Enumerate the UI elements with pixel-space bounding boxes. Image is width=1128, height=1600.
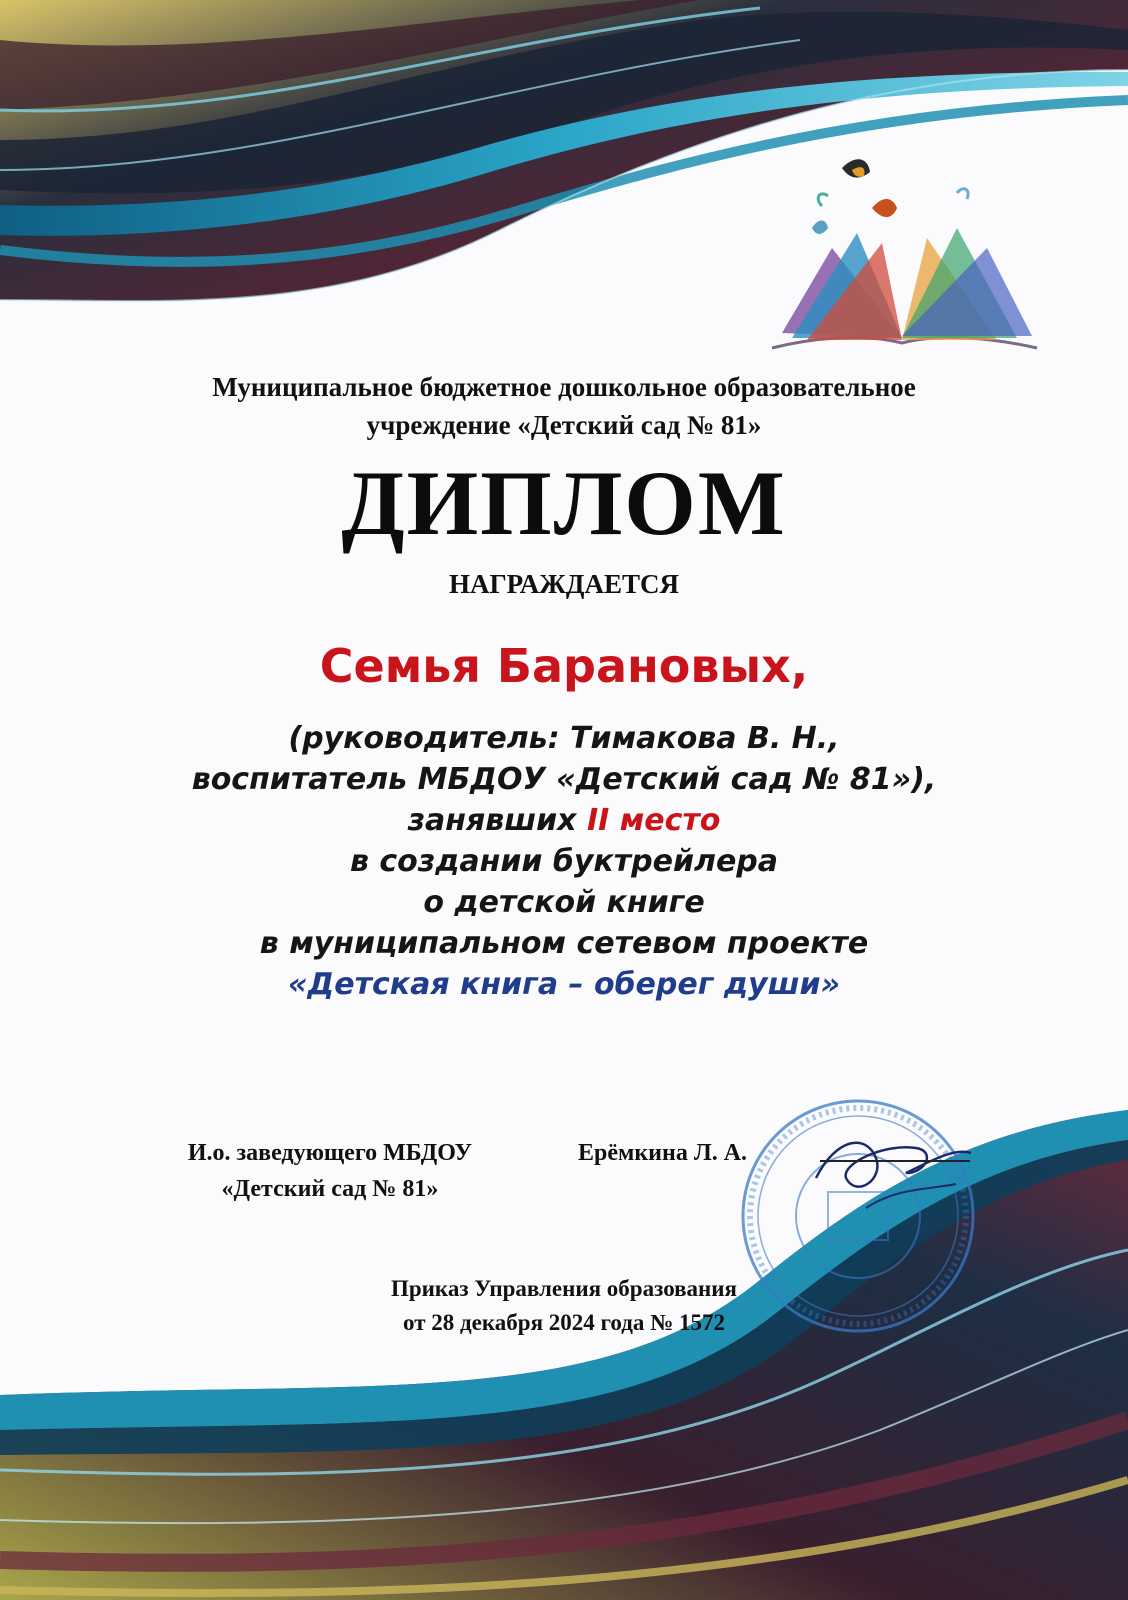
order-reference — [0, 1272, 1128, 1340]
signature-line — [820, 1160, 970, 1162]
supervisor-line-2: воспитатель МБДОУ «Детский сад № 81»), — [191, 762, 937, 797]
supervisor-line-1: (руководитель: Тимакова В. Н., — [288, 721, 840, 756]
organization-name — [0, 368, 1128, 444]
order-line-2: от 28 декабря 2024 года № 1572 — [403, 1310, 725, 1335]
place-prefix: занявших — [407, 803, 587, 838]
award-details — [0, 718, 1128, 1005]
place-value: II место — [586, 803, 721, 838]
project-name: «Детская книга – оберег души» — [288, 967, 840, 1002]
signatory-role-line-2: «Детский сад № 81» — [221, 1176, 439, 1202]
book-line: о детской книге — [423, 885, 705, 920]
organization-line-1: Муниципальное бюджетное дошкольное образовательное — [212, 372, 916, 402]
creation-line: в создании буктрейлера — [349, 844, 779, 879]
place-line — [0, 800, 1128, 841]
project-line: в муниципальном сетевом проекте — [259, 926, 869, 961]
signatory-role — [130, 1135, 530, 1207]
diploma-title: ДИПЛОМ — [341, 452, 787, 554]
organization-line-2: учреждение «Детский сад № 81» — [366, 410, 762, 440]
signatory-role-line-1: И.о. заведующего МБДОУ — [187, 1140, 473, 1166]
awarded-label: НАГРАЖДАЕТСЯ — [448, 569, 679, 599]
signatory-name: Ерёмкина Л. А. — [578, 1140, 748, 1166]
recipient-name: Семья Барановых, — [319, 639, 809, 693]
order-line-1: Приказ Управления образования — [391, 1276, 737, 1301]
